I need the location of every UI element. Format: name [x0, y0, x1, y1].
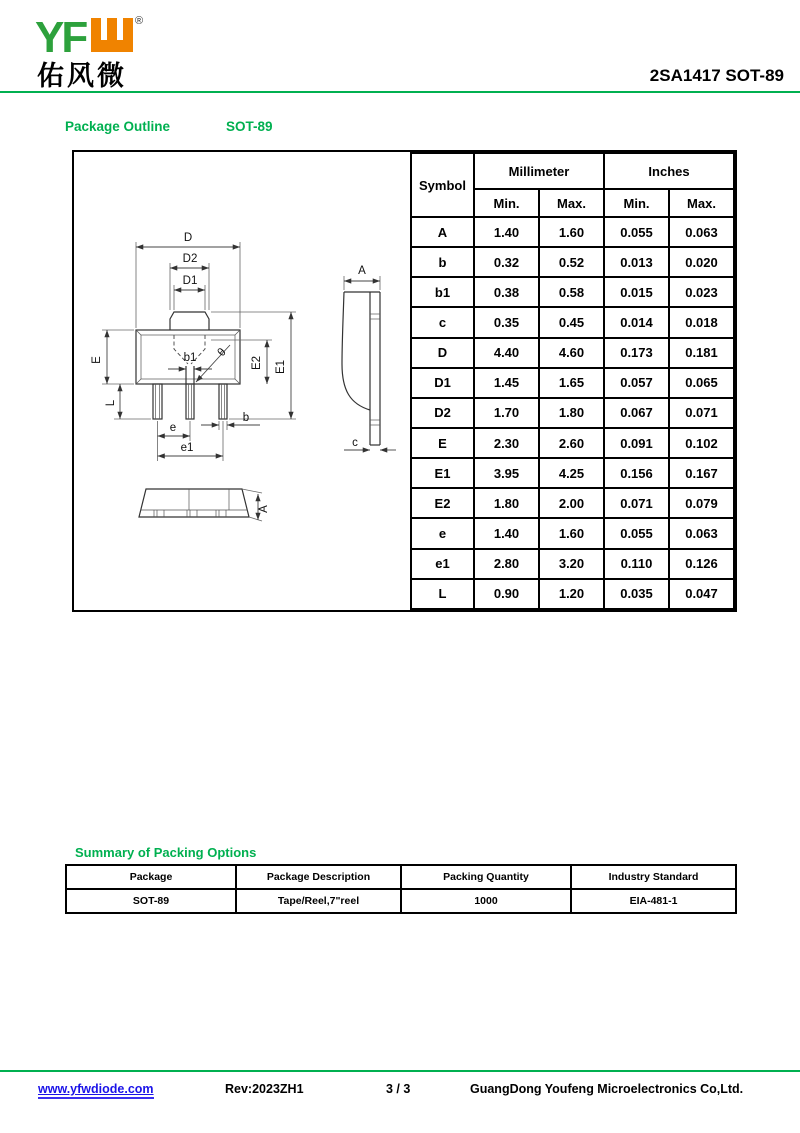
dim-value-cell: 0.057	[604, 368, 669, 398]
dim-value-cell: 0.181	[669, 338, 734, 368]
dim-value-cell: 0.055	[604, 518, 669, 548]
dim-label-L: L	[105, 399, 117, 407]
dim-symbol-cell: E	[411, 428, 474, 458]
logo-w-icon	[91, 18, 133, 52]
dim-label-b: b	[242, 412, 250, 424]
dim-symbol-cell: D2	[411, 398, 474, 428]
dim-value-cell: 1.80	[474, 488, 539, 518]
packing-options-title: Summary of Packing Options	[75, 845, 257, 860]
dim-label-D1: D1	[182, 275, 198, 287]
side-view	[342, 265, 396, 450]
packing-cell-standard: EIA-481-1	[571, 889, 736, 913]
dim-value-cell: 4.40	[474, 338, 539, 368]
dim-table-row	[411, 579, 734, 609]
page-number: 3 / 3	[386, 1082, 411, 1096]
dim-value-cell: 0.071	[669, 398, 734, 428]
dim-value-cell: 0.065	[669, 368, 734, 398]
dim-value-cell: 1.45	[474, 368, 539, 398]
dimension-table	[410, 152, 735, 610]
dim-symbol-cell: E1	[411, 458, 474, 488]
dim-value-cell: 1.40	[474, 518, 539, 548]
packing-data-row	[66, 889, 736, 913]
dim-table-row	[411, 518, 734, 548]
dim-label-c: c	[352, 437, 358, 449]
packing-header-description: Package Description	[236, 865, 401, 889]
website-link[interactable]: www.yfwdiode.com	[38, 1082, 154, 1099]
revision-label: Rev:2023ZH1	[225, 1082, 304, 1096]
dim-symbol-cell: b	[411, 247, 474, 277]
dim-value-cell: 3.20	[539, 549, 604, 579]
dim-value-cell: 0.102	[669, 428, 734, 458]
packing-header-row	[66, 865, 736, 889]
dim-value-cell: 2.30	[474, 428, 539, 458]
dim-label-E1: E1	[275, 359, 287, 375]
dim-value-cell: 1.20	[539, 579, 604, 609]
front-view	[139, 489, 270, 521]
dim-value-cell: 0.063	[669, 217, 734, 247]
dim-label-theta: θ	[215, 346, 229, 360]
packing-cell-package: SOT-89	[66, 889, 236, 913]
dim-value-cell: 0.067	[604, 398, 669, 428]
part-number: 2SA1417 SOT-89	[649, 66, 784, 85]
dim-table-row	[411, 458, 734, 488]
dim-value-cell: 0.110	[604, 549, 669, 579]
top-view	[91, 232, 296, 461]
dim-value-cell: 1.65	[539, 368, 604, 398]
company-name: GuangDong Youfeng Microelectronics Co,Ltd.	[470, 1082, 744, 1096]
package-drawing	[74, 152, 410, 610]
packing-cell-description: Tape/Reel,7"reel	[236, 889, 401, 913]
dim-value-cell: 1.60	[539, 518, 604, 548]
dim-value-cell: 0.014	[604, 307, 669, 337]
dim-value-cell: 0.091	[604, 428, 669, 458]
dim-value-cell: 3.95	[474, 458, 539, 488]
dim-header-symbol: Symbol	[411, 153, 474, 217]
section-title: Package Outline	[65, 119, 171, 134]
dim-value-cell: 0.035	[604, 579, 669, 609]
dim-symbol-cell: e1	[411, 549, 474, 579]
dim-label-b1: b1	[183, 352, 197, 364]
dim-table-row	[411, 368, 734, 398]
dim-table-row	[411, 307, 734, 337]
dim-value-cell: 0.90	[474, 579, 539, 609]
dim-value-cell: 0.35	[474, 307, 539, 337]
dim-value-cell: 0.38	[474, 277, 539, 307]
dim-value-cell: 0.020	[669, 247, 734, 277]
dim-value-cell: 0.32	[474, 247, 539, 277]
footer-rule	[0, 1070, 800, 1072]
dim-label-A-front: A	[258, 505, 270, 513]
dim-value-cell: 1.80	[539, 398, 604, 428]
logo-yf-text: YF	[35, 13, 86, 58]
dim-value-cell: 0.126	[669, 549, 734, 579]
dim-value-cell: 0.45	[539, 307, 604, 337]
dim-symbol-cell: L	[411, 579, 474, 609]
dim-value-cell: 0.079	[669, 488, 734, 518]
packing-options-table	[65, 864, 737, 914]
dim-value-cell: 0.52	[539, 247, 604, 277]
header-rule	[0, 91, 800, 93]
dim-symbol-cell: b1	[411, 277, 474, 307]
packing-cell-quantity: 1000	[401, 889, 571, 913]
dim-value-cell: 2.80	[474, 549, 539, 579]
dim-value-cell: 0.167	[669, 458, 734, 488]
dim-value-cell: 0.023	[669, 277, 734, 307]
dim-label-e: e	[169, 422, 177, 434]
dim-label-e1: e1	[180, 442, 194, 454]
dim-label-E2: E2	[251, 355, 263, 371]
dim-symbol-cell: D1	[411, 368, 474, 398]
dim-table-row	[411, 277, 734, 307]
dim-header-millimeter: Millimeter	[474, 153, 604, 189]
packing-header-quantity: Packing Quantity	[401, 865, 571, 889]
package-outline-box	[72, 150, 737, 612]
dim-subheader-in-min: Min.	[604, 189, 669, 217]
dim-symbol-cell: e	[411, 518, 474, 548]
company-name-cn: 佑风微	[37, 61, 127, 91]
dim-value-cell: 0.015	[604, 277, 669, 307]
dim-subheader-in-max: Max.	[669, 189, 734, 217]
dim-symbol-cell: A	[411, 217, 474, 247]
dim-label-D: D	[183, 232, 193, 244]
dim-table-row	[411, 398, 734, 428]
dim-value-cell: 0.013	[604, 247, 669, 277]
dim-symbol-cell: c	[411, 307, 474, 337]
dim-label-A-side: A	[358, 265, 366, 277]
dim-symbol-cell: D	[411, 338, 474, 368]
dim-value-cell: 2.60	[539, 428, 604, 458]
packing-header-standard: Industry Standard	[571, 865, 736, 889]
dim-table-row	[411, 549, 734, 579]
dim-table-row	[411, 428, 734, 458]
section-package-name: SOT-89	[226, 119, 273, 134]
dim-value-cell: 0.58	[539, 277, 604, 307]
dim-subheader-mm-max: Max.	[539, 189, 604, 217]
dim-value-cell: 0.156	[604, 458, 669, 488]
dim-subheader-mm-min: Min.	[474, 189, 539, 217]
dim-header-inches: Inches	[604, 153, 734, 189]
dim-value-cell: 0.071	[604, 488, 669, 518]
packing-header-package: Package	[66, 865, 236, 889]
dim-table-row	[411, 338, 734, 368]
dim-value-cell: 4.25	[539, 458, 604, 488]
dim-value-cell: 0.063	[669, 518, 734, 548]
dim-label-E: E	[91, 356, 103, 364]
sot89-outline-drawing	[74, 152, 410, 610]
dim-value-cell: 0.018	[669, 307, 734, 337]
dim-value-cell: 4.60	[539, 338, 604, 368]
dim-value-cell: 1.60	[539, 217, 604, 247]
dim-label-D2: D2	[182, 253, 198, 265]
dim-value-cell: 2.00	[539, 488, 604, 518]
dim-value-cell: 1.40	[474, 217, 539, 247]
dim-value-cell: 0.055	[604, 217, 669, 247]
dim-value-cell: 0.047	[669, 579, 734, 609]
dim-value-cell: 1.70	[474, 398, 539, 428]
dim-value-cell: 0.173	[604, 338, 669, 368]
registered-mark: ®	[135, 15, 144, 27]
dim-symbol-cell: E2	[411, 488, 474, 518]
dim-table-row	[411, 217, 734, 247]
dim-table-row	[411, 488, 734, 518]
dim-table-row	[411, 247, 734, 277]
